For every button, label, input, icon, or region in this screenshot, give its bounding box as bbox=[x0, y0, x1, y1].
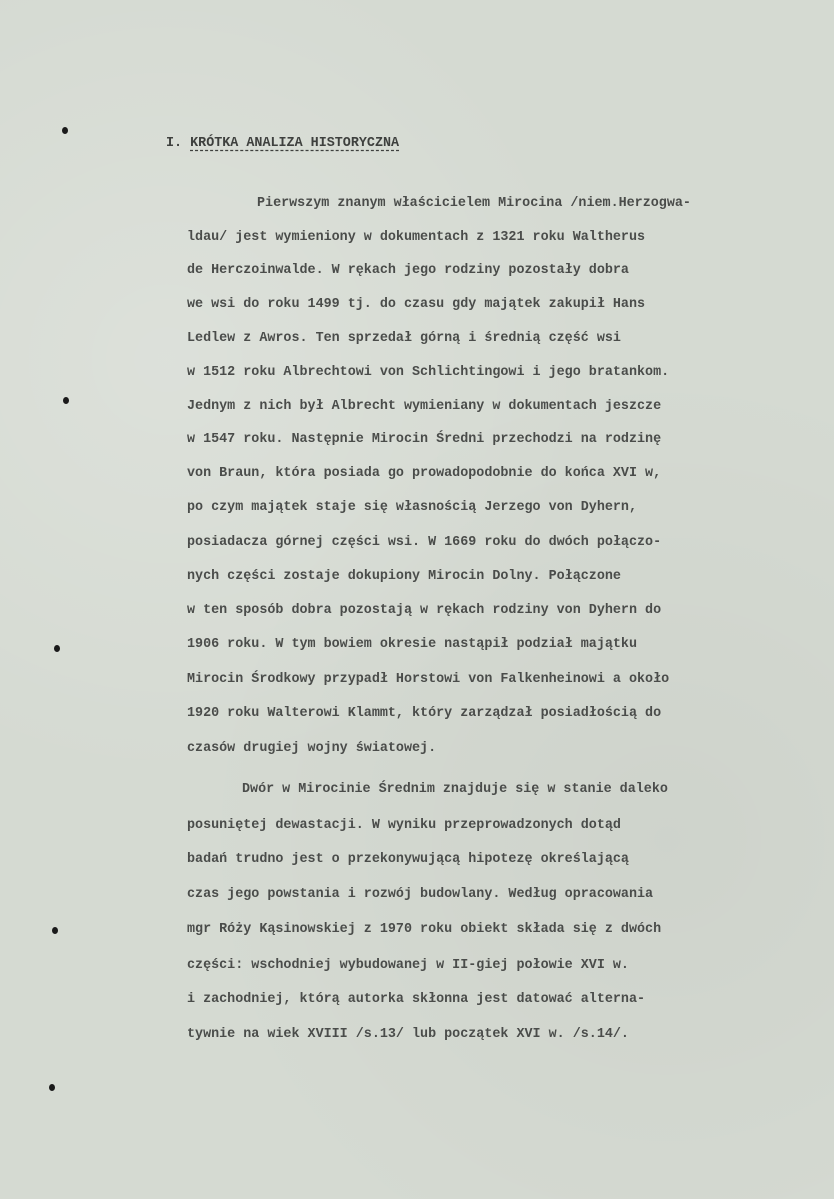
section-heading bbox=[166, 136, 399, 151]
punch-hole bbox=[63, 397, 69, 404]
text-line: części: wschodniej wybudowanej w II-giej połowie XVI w. bbox=[187, 958, 629, 973]
text-line: w 1547 roku. Następnie Mirocin Średni przechodzi na rodzinę bbox=[187, 432, 662, 447]
text-line: we wsi do roku 1499 tj. do czasu gdy majątek zakupił Hans bbox=[187, 297, 646, 312]
text-line: Jednym z nich był Albrecht wymieniany w dokumentach jeszcze bbox=[187, 399, 662, 414]
text-line: von Braun, która posiada go prowadopodobnie do końca XVI w, bbox=[187, 466, 662, 481]
text-line: de Herczoinwalde. W rękach jego rodziny pozostały dobra bbox=[187, 263, 629, 278]
text-line: po czym majątek staje się własnością Jerzego von Dyhern, bbox=[187, 500, 637, 515]
text-line: czas jego powstania i rozwój budowlany. Według opracowania bbox=[187, 887, 654, 902]
text-line: i zachodniej, którą autorka skłonna jest datować alterna- bbox=[187, 992, 646, 1007]
text-line: badań trudno jest o przekonywującą hipotezę określającą bbox=[187, 852, 629, 867]
text-line: Pierwszym znanym właścicielem Mirocina /niem.Herzogwa- bbox=[257, 196, 691, 211]
text-line: Dwór w Mirocinie Średnim znajduje się w stanie daleko bbox=[242, 782, 668, 797]
text-line: czasów drugiej wojny światowej. bbox=[187, 741, 437, 756]
text-line: 1920 roku Walterowi Klammt, który zarządzał posiadłością do bbox=[187, 706, 662, 721]
punch-hole bbox=[54, 645, 60, 652]
text-line: ldau/ jest wymieniony w dokumentach z 1321 roku Waltherus bbox=[187, 230, 646, 245]
punch-hole bbox=[62, 127, 68, 134]
text-line: w 1512 roku Albrechtowi von Schlichtingowi i jego bratankom. bbox=[187, 365, 670, 380]
section-number: I. bbox=[166, 136, 183, 151]
text-line: posuniętej dewastacji. W wyniku przeprowadzonych dotąd bbox=[187, 818, 621, 833]
text-line: w ten sposób dobra pozostają w rękach rodziny von Dyhern do bbox=[187, 603, 662, 618]
text-line: posiadacza górnej części wsi. W 1669 roku do dwóch połączo- bbox=[187, 535, 662, 550]
text-line: nych części zostaje dokupiony Mirocin Dolny. Połączone bbox=[187, 569, 621, 584]
punch-hole bbox=[52, 927, 58, 934]
section-title: KRÓTKA ANALIZA HISTORYCZNA bbox=[190, 136, 400, 151]
text-line: 1906 roku. W tym bowiem okresie nastąpił podział majątku bbox=[187, 637, 637, 652]
text-line: tywnie na wiek XVIII /s.13/ lub początek XVI w. /s.14/. bbox=[187, 1027, 629, 1042]
text-line: mgr Róży Kąsinowskiej z 1970 roku obiekt składa się z dwóch bbox=[187, 922, 662, 937]
punch-hole bbox=[49, 1084, 55, 1091]
text-line: Mirocin Środkowy przypadł Horstowi von Falkenheinowi a około bbox=[187, 672, 670, 687]
text-line: Ledlew z Awros. Ten sprzedał górną i średnią część wsi bbox=[187, 331, 621, 346]
